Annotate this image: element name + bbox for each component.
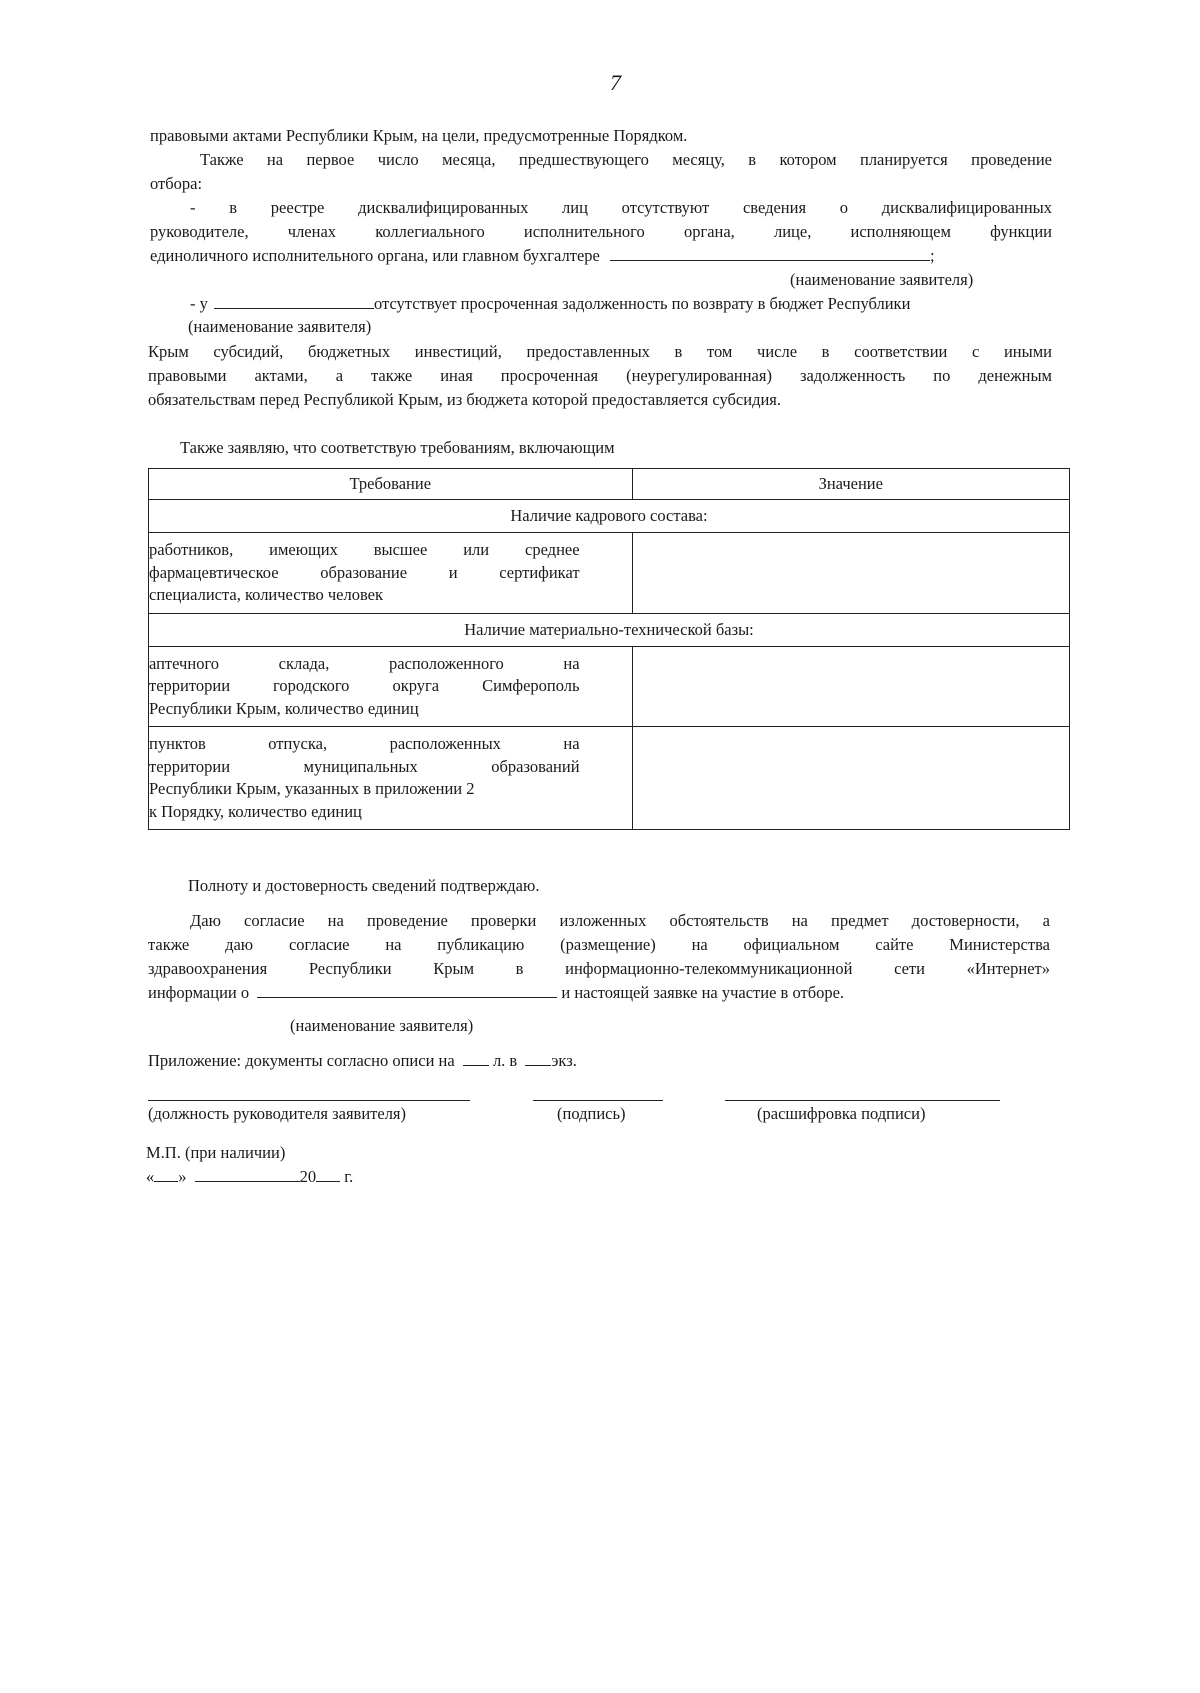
intro-line-6-end: ; xyxy=(929,246,935,265)
intro-line-8: Крым субсидий, бюджетных инвестиций, предоставленных в том числе в соответствии с иными xyxy=(148,342,1052,361)
header-value: Значение xyxy=(632,469,1069,500)
attachment-line xyxy=(148,1050,577,1072)
intro-line-6 xyxy=(150,245,935,267)
confirmation-text: Полноту и достоверность сведений подтверждаю. xyxy=(188,876,540,895)
date-line xyxy=(146,1166,353,1188)
requirement-cell xyxy=(149,646,633,727)
attachment-text-3: экз. xyxy=(551,1051,577,1070)
value-cell-dispensing-points[interactable] xyxy=(632,727,1069,830)
requirement-line: пунктов отпуска, расположенных на xyxy=(149,734,580,753)
attachment-text-1: Приложение: документы согласно описи на xyxy=(148,1051,455,1070)
date-open-quote: « xyxy=(146,1167,155,1186)
table-section-row xyxy=(149,500,1070,533)
table-section-row xyxy=(149,613,1070,646)
day-blank[interactable] xyxy=(154,1166,178,1182)
table-row xyxy=(149,533,1070,614)
intro-line-4: - в реестре дисквалифицированных лиц отсутствуют сведения о дисквалифицированных xyxy=(190,198,1052,217)
transcript-caption: (расшифровка подписи) xyxy=(757,1104,926,1123)
intro-line-3: отбора: xyxy=(150,174,203,193)
requirement-line: к Порядку, количество единиц xyxy=(149,801,362,821)
stamp-note: М.П. (при наличии) xyxy=(146,1143,286,1162)
date-close-quote: » xyxy=(178,1167,187,1186)
applicant-caption-3: (наименование заявителя) xyxy=(290,1016,474,1035)
sheets-count-blank[interactable] xyxy=(463,1050,489,1066)
consent-line-4-end: и настоящей заявке на участие в отборе. xyxy=(561,983,845,1002)
copies-count-blank[interactable] xyxy=(525,1050,551,1066)
requirement-line: работников, имеющих высшее или среднее xyxy=(149,540,580,559)
consent-line-1: Даю согласие на проведение проверки изложенных обстоятельств на предмет достоверности, а xyxy=(190,911,1050,930)
intro-line-10: обязательствам перед Республикой Крым, из бюджета которой предоставляется субсидия. xyxy=(148,390,782,409)
requirement-cell xyxy=(149,727,633,830)
header-requirement: Требование xyxy=(149,469,633,500)
intro-line-5: руководителе, членах коллегиального исполнительного органа, лице, исполняющем функции xyxy=(150,222,1052,241)
consent-line-3: здравоохранения Республики Крым в информационно-телекоммуникационной сети «Интернет» xyxy=(148,959,1050,978)
intro-line-7-rest: отсутствует просроченная задолженность по возврату в бюджет Республики xyxy=(374,294,911,313)
position-signature-line[interactable] xyxy=(148,1100,470,1101)
month-blank[interactable] xyxy=(195,1166,300,1182)
intro-line-2: Также на первое число месяца, предшествующего месяцу, в котором планируется проведение xyxy=(200,150,1052,169)
applicant-name-blank-3[interactable] xyxy=(257,982,557,998)
intro-line-9: правовыми актами, а также иная просроченная (неурегулированная) задолженность по денежным xyxy=(148,366,1052,385)
year-prefix: 20 xyxy=(299,1167,317,1186)
requirement-line: аптечного склада, расположенного на xyxy=(149,653,580,673)
page-number: 7 xyxy=(610,70,621,95)
requirements-table xyxy=(148,468,1070,830)
consent-line-4-start: информации о xyxy=(148,983,250,1002)
section-material-base: Наличие материально-технической базы: xyxy=(149,613,1070,646)
consent-line-4 xyxy=(148,982,844,1004)
applicant-caption-2: (наименование заявителя) xyxy=(188,317,372,336)
consent-line-2: также даю согласие на публикацию (размещение) на официальном сайте Министерства xyxy=(148,935,1050,954)
requirement-cell xyxy=(149,533,633,614)
requirement-line: территории городского округа Симферополь xyxy=(149,676,580,695)
position-caption: (должность руководителя заявителя) xyxy=(148,1104,407,1123)
requirement-line: фармацевтическое образование и сертификат xyxy=(149,562,580,582)
attachment-text-2: л. в xyxy=(492,1051,518,1070)
applicant-caption-1: (наименование заявителя) xyxy=(790,270,974,289)
section-staff: Наличие кадрового состава: xyxy=(149,500,1070,533)
signature-line[interactable] xyxy=(533,1100,663,1101)
intro-line-1: правовыми актами Республики Крым, на цели, предусмотренные Порядком. xyxy=(150,126,688,145)
signature-caption: (подпись) xyxy=(557,1104,626,1123)
applicant-name-blank-2[interactable] xyxy=(214,293,374,309)
intro-line-7 xyxy=(190,293,910,315)
requirement-line: специалиста, количество человек xyxy=(149,585,384,604)
table-header-row xyxy=(149,469,1070,500)
table-row xyxy=(149,727,1070,830)
year-blank[interactable] xyxy=(316,1166,340,1182)
year-suffix: г. xyxy=(344,1167,354,1186)
requirement-line: Республики Крым, указанных в приложении 2 xyxy=(149,779,475,798)
value-cell-warehouse[interactable] xyxy=(632,646,1069,727)
intro-line-7-start: - у xyxy=(190,294,208,313)
table-row xyxy=(149,646,1070,727)
transcript-signature-line[interactable] xyxy=(725,1100,1000,1101)
intro-line-6-text: единоличного исполнительного органа, или главном бухгалтере xyxy=(150,246,600,265)
table-intro: Также заявляю, что соответствую требованиям, включающим xyxy=(180,438,615,457)
requirement-line: территории муниципальных образований xyxy=(149,756,580,776)
requirement-line: Республики Крым, количество единиц xyxy=(149,698,419,718)
applicant-name-blank-1[interactable] xyxy=(610,245,930,261)
value-cell-staff[interactable] xyxy=(632,533,1069,614)
